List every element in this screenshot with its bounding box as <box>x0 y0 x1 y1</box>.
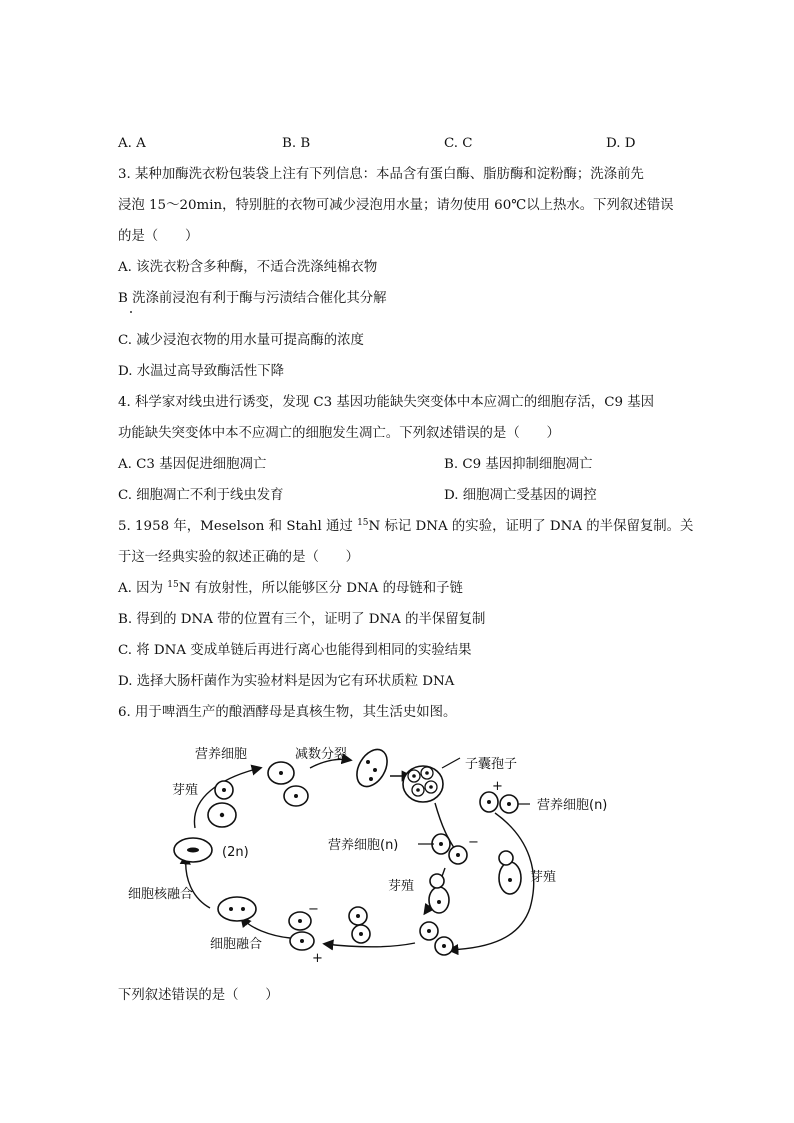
yeast-life-cycle-diagram <box>100 738 660 973</box>
q6-stem: 6. 用于啤酒生产的酿酒酵母是真核生物，其生活史如图。 <box>118 705 457 720</box>
q3-stem-line-1: 3. 某种加酶洗衣粉包装袋上注有下列信息：本品含有蛋白酶、脂肪酶和淀粉酶；洗涤前先 <box>118 167 644 182</box>
label-minus: − <box>468 835 479 850</box>
q3-option-b: B 洗涤前浸泡有利于酶与污渍结合催化其分解 <box>118 291 387 306</box>
label-budding-inner: 芽殖 <box>388 879 415 894</box>
q2-option-b: B. B <box>282 136 311 151</box>
q5-option-a: A. 因为 $^{15}$N 有放射性，所以能够区分 DNA 的母链和子链 <box>118 580 463 596</box>
label-diploid: (2n) <box>222 845 249 860</box>
label-plus: + <box>312 951 323 966</box>
q2-option-a: A. A <box>118 136 146 151</box>
q2-option-c: C. C <box>444 136 473 151</box>
label-vegetative-cell-n-inner: 营养细胞(n) <box>328 838 399 853</box>
label-vegetative-cell-n-right: 营养细胞(n) <box>537 798 608 813</box>
q5-stem-line-2: 于这一经典实验的叙述正确的是（ ） <box>118 550 360 565</box>
label-budding-right: 芽殖 <box>530 870 557 885</box>
q4-stem-line-2: 功能缺失突变体中本不应凋亡的细胞发生凋亡。下列叙述错误的是（ ） <box>118 426 560 441</box>
q4-option-a: A. C3 基因促进细胞凋亡 <box>118 457 267 472</box>
fused-cell <box>218 897 256 921</box>
q4-option-b: B. C9 基因抑制细胞凋亡 <box>444 457 593 472</box>
q2-option-d: D. D <box>606 136 636 151</box>
label-ascospore: 子囊孢子 <box>465 757 518 772</box>
q5-option-d: D. 选择大肠杆菌作为实验材料是因为它有环状质粒 DNA <box>118 674 455 689</box>
arrow-to-cell-fusion <box>325 943 415 947</box>
q4-option-c: C. 细胞凋亡不利于线虫发育 <box>118 488 284 503</box>
q4-stem-line-1: 4. 科学家对线虫进行诱变，发现 C3 基因功能缺失突变体中本应凋亡的细胞存活，C9 基因 <box>118 395 655 410</box>
label-plus: + <box>492 779 503 794</box>
arrow-to-fused-cell <box>242 918 290 938</box>
label-meiosis: 减数分裂 <box>295 747 348 762</box>
label-nuclear-fusion: 细胞核融合 <box>128 887 194 902</box>
q4-option-d: D. 细胞凋亡受基因的调控 <box>444 488 597 503</box>
bud <box>430 874 444 888</box>
q5-option-c: C. 将 DNA 变成单链后再进行离心也能得到相同的实验结果 <box>118 643 472 658</box>
q5-option-b: B. 得到的 DNA 带的位置有三个，证明了 DNA 的半保留复制 <box>118 612 486 627</box>
q3-stem-line-2: 浸泡 15～20min，特别脏的衣物可减少浸泡用水量；请勿使用 60℃以上热水。下列叙述错误 <box>118 198 674 213</box>
q3-option-a: A. 该洗衣粉含多种酶，不适合洗涤纯棉衣物 <box>118 260 378 275</box>
label-budding-left: 芽殖 <box>172 783 199 798</box>
label-minus: − <box>308 902 319 917</box>
isotope-mass-number: 15 <box>167 580 179 590</box>
isotope-mass-number: 15 <box>357 518 369 528</box>
q5-stem-line-1: 5. 1958 年，Meselson 和 Stahl 通过 $^{15}$N 标记 DNA 的实验，证明了 DNA 的半保留复制。关 <box>118 518 694 534</box>
label-vegetative-cell: 营养细胞 <box>195 747 248 762</box>
q6-question: 下列叙述错误的是（ ） <box>118 988 279 1003</box>
label-cell-fusion: 细胞融合 <box>210 937 263 952</box>
q3-option-d: D. 水温过高导致酶活性下降 <box>118 364 285 379</box>
meiosis-cell <box>351 744 394 792</box>
bud <box>499 851 513 865</box>
q3-option-c: C. 减少浸泡衣物的用水量可提高酶的浓度 <box>118 333 364 348</box>
q3-stem-line-3: 的是（ ） <box>118 229 199 244</box>
stray-dot <box>130 311 132 313</box>
